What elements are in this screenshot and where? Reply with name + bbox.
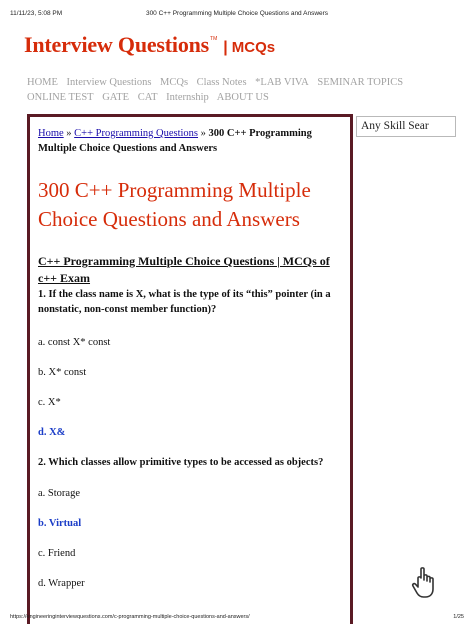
nav-row-2 xyxy=(27,90,447,105)
page-title: 300 C++ Programming Multiple Choice Questions and Answers xyxy=(38,178,311,231)
print-page-count: 1/25 xyxy=(453,614,464,620)
main-content xyxy=(38,117,342,591)
breadcrumb-separator: » xyxy=(66,128,72,139)
question-1-option-a: a. const X* const xyxy=(38,337,111,348)
question-2-option-c: c. Friend xyxy=(38,548,76,559)
question-2-option-d: d. Wrapper xyxy=(38,578,85,589)
logo-brand: Interview Questions xyxy=(24,32,210,57)
question-1: 1. If the class name is X, what is the type of its “this” pointer (in a nonstatic, non-const member function)? xyxy=(38,289,331,315)
print-url: https://engineeringinterviewquestions.com/c-programming-multiple-choice-questions-and-answers/ xyxy=(10,614,250,620)
print-datetime: 11/11/23, 5:08 PM xyxy=(10,10,63,17)
site-logo[interactable] xyxy=(24,32,275,58)
print-footer xyxy=(10,614,464,624)
print-doc-title: 300 C++ Programming Multiple Choice Questions and Answers xyxy=(145,10,329,17)
question-2: 2. Which classes allow primitive types to be accessed as objects? xyxy=(38,457,324,468)
question-2-option-a: a. Storage xyxy=(38,488,80,499)
nav-lab-viva[interactable]: *LAB VIVA xyxy=(255,77,309,88)
nav-interview-questions[interactable]: Interview Questions xyxy=(66,77,152,88)
question-2-answer: b. Virtual xyxy=(38,518,82,529)
logo-separator: | xyxy=(223,39,228,56)
question-1-answer: d. X& xyxy=(38,427,66,438)
nav-about-us[interactable]: ABOUT US xyxy=(216,92,269,103)
hand-pointer-icon[interactable] xyxy=(410,566,440,600)
main-content-frame xyxy=(27,114,353,624)
nav-row-1 xyxy=(27,75,447,90)
question-1-option-b: b. X* const xyxy=(38,367,87,378)
section-heading: C++ Programming Multiple Choice Questions | MCQs of c++ Exam xyxy=(38,254,330,285)
nav-gate[interactable]: GATE xyxy=(102,92,130,103)
logo-mcqs: MCQs xyxy=(231,39,276,56)
question-1-option-c: c. X* xyxy=(38,397,61,408)
nav-seminar-topics[interactable]: SEMINAR TOPICS xyxy=(317,77,404,88)
print-header xyxy=(10,10,464,22)
nav-mcqs[interactable]: MCQs xyxy=(160,77,189,88)
breadcrumb-category-link[interactable]: C++ Programming Questions xyxy=(74,128,199,139)
nav-home[interactable]: HOME xyxy=(27,77,58,88)
breadcrumb-current: 300 C++ Programming Multiple Choice Questions and Answers xyxy=(38,128,312,154)
nav-class-notes[interactable]: Class Notes xyxy=(196,77,247,88)
nav-internship[interactable]: Internship xyxy=(166,92,209,103)
breadcrumb xyxy=(38,126,342,156)
main-nav xyxy=(27,75,447,105)
skill-search-input[interactable]: Any Skill Sear xyxy=(356,116,456,137)
breadcrumb-separator: » xyxy=(200,128,206,139)
nav-online-test[interactable]: ONLINE TEST xyxy=(27,92,94,103)
nav-cat[interactable]: CAT xyxy=(137,92,158,103)
breadcrumb-home-link[interactable]: Home xyxy=(38,128,64,139)
logo-trademark: TM xyxy=(210,36,218,42)
